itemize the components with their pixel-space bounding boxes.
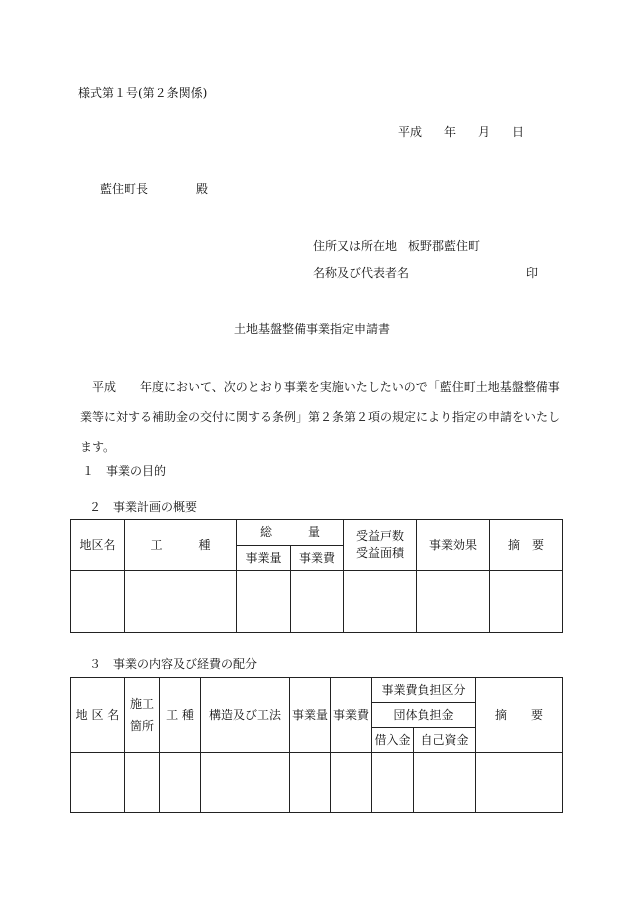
header-group-burden: 団体負担金 <box>372 703 476 728</box>
cell <box>71 571 125 633</box>
header-total: 総 量 <box>237 520 344 546</box>
cell <box>414 753 476 813</box>
header-loan: 借入金 <box>372 728 414 753</box>
date-month: 月 <box>478 125 491 139</box>
addressee-honorific: 殿 <box>196 182 209 196</box>
cell <box>344 571 417 633</box>
cell <box>490 571 563 633</box>
header-quantity: 事業量 <box>237 546 291 571</box>
section2-heading: ２ 事業計画の概要 <box>89 500 198 514</box>
header-beneficiary <box>344 520 417 571</box>
cell <box>160 753 201 813</box>
header-quantity: 事業量 <box>290 678 331 753</box>
header-work-type: 工 種 <box>160 678 201 753</box>
header-own-funds: 自己資金 <box>414 728 476 753</box>
header-beneficiary-households: 受益戸数 <box>356 529 405 544</box>
cell <box>372 753 414 813</box>
header-summary: 摘 要 <box>476 678 563 753</box>
date-line <box>398 123 524 140</box>
cell <box>125 571 237 633</box>
section3-heading: ３ 事業の内容及び経費の配分 <box>89 657 258 671</box>
form-number: 様式第１号(第２条関係) <box>78 86 208 100</box>
header-work-type: 工 種 <box>125 520 237 571</box>
name-label: 名称及び代表者名 <box>313 266 410 280</box>
cell <box>331 753 372 813</box>
cell <box>417 571 490 633</box>
header-district: 地 区 名 <box>71 678 125 753</box>
address-label: 住所又は所在地 <box>313 239 398 253</box>
body-paragraph: 平成 年度において、次のとおり事業を実施いたしたいので「藍住町土地基盤整備事業等に対する補助金の交付に関する条例」第２条第２項の規定により指定の申請をいたします。 <box>80 380 561 454</box>
cell <box>291 571 344 633</box>
header-beneficiary-area: 受益面積 <box>356 546 405 560</box>
cell <box>201 753 290 813</box>
table-row <box>71 571 563 633</box>
content-cost-table <box>70 677 563 813</box>
header-burden: 事業費負担区分 <box>372 678 476 703</box>
header-district: 地区名 <box>71 520 125 571</box>
date-year: 年 <box>444 125 457 139</box>
cell <box>237 571 291 633</box>
document-title: 土地基盤整備事業指定申請書 <box>234 322 391 336</box>
cell <box>71 753 125 813</box>
cell <box>290 753 331 813</box>
section1-heading: １ 事業の目的 <box>82 464 167 478</box>
date-era: 平成 <box>398 125 423 139</box>
header-structure: 構造及び工法 <box>201 678 290 753</box>
header-summary: 摘 要 <box>490 520 563 571</box>
address-value: 板野郡藍住町 <box>408 239 481 253</box>
header-effect: 事業効果 <box>417 520 490 571</box>
project-overview-table <box>70 519 563 633</box>
cell <box>125 753 160 813</box>
header-cost: 事業費 <box>331 678 372 753</box>
table-row <box>71 753 563 813</box>
cell <box>476 753 563 813</box>
header-cost: 事業費 <box>291 546 344 571</box>
header-location: 施工 箇所 <box>125 678 160 753</box>
addressee-name: 藍住町長 <box>100 182 149 196</box>
seal-mark: 印 <box>526 266 539 280</box>
date-day: 日 <box>512 125 525 139</box>
